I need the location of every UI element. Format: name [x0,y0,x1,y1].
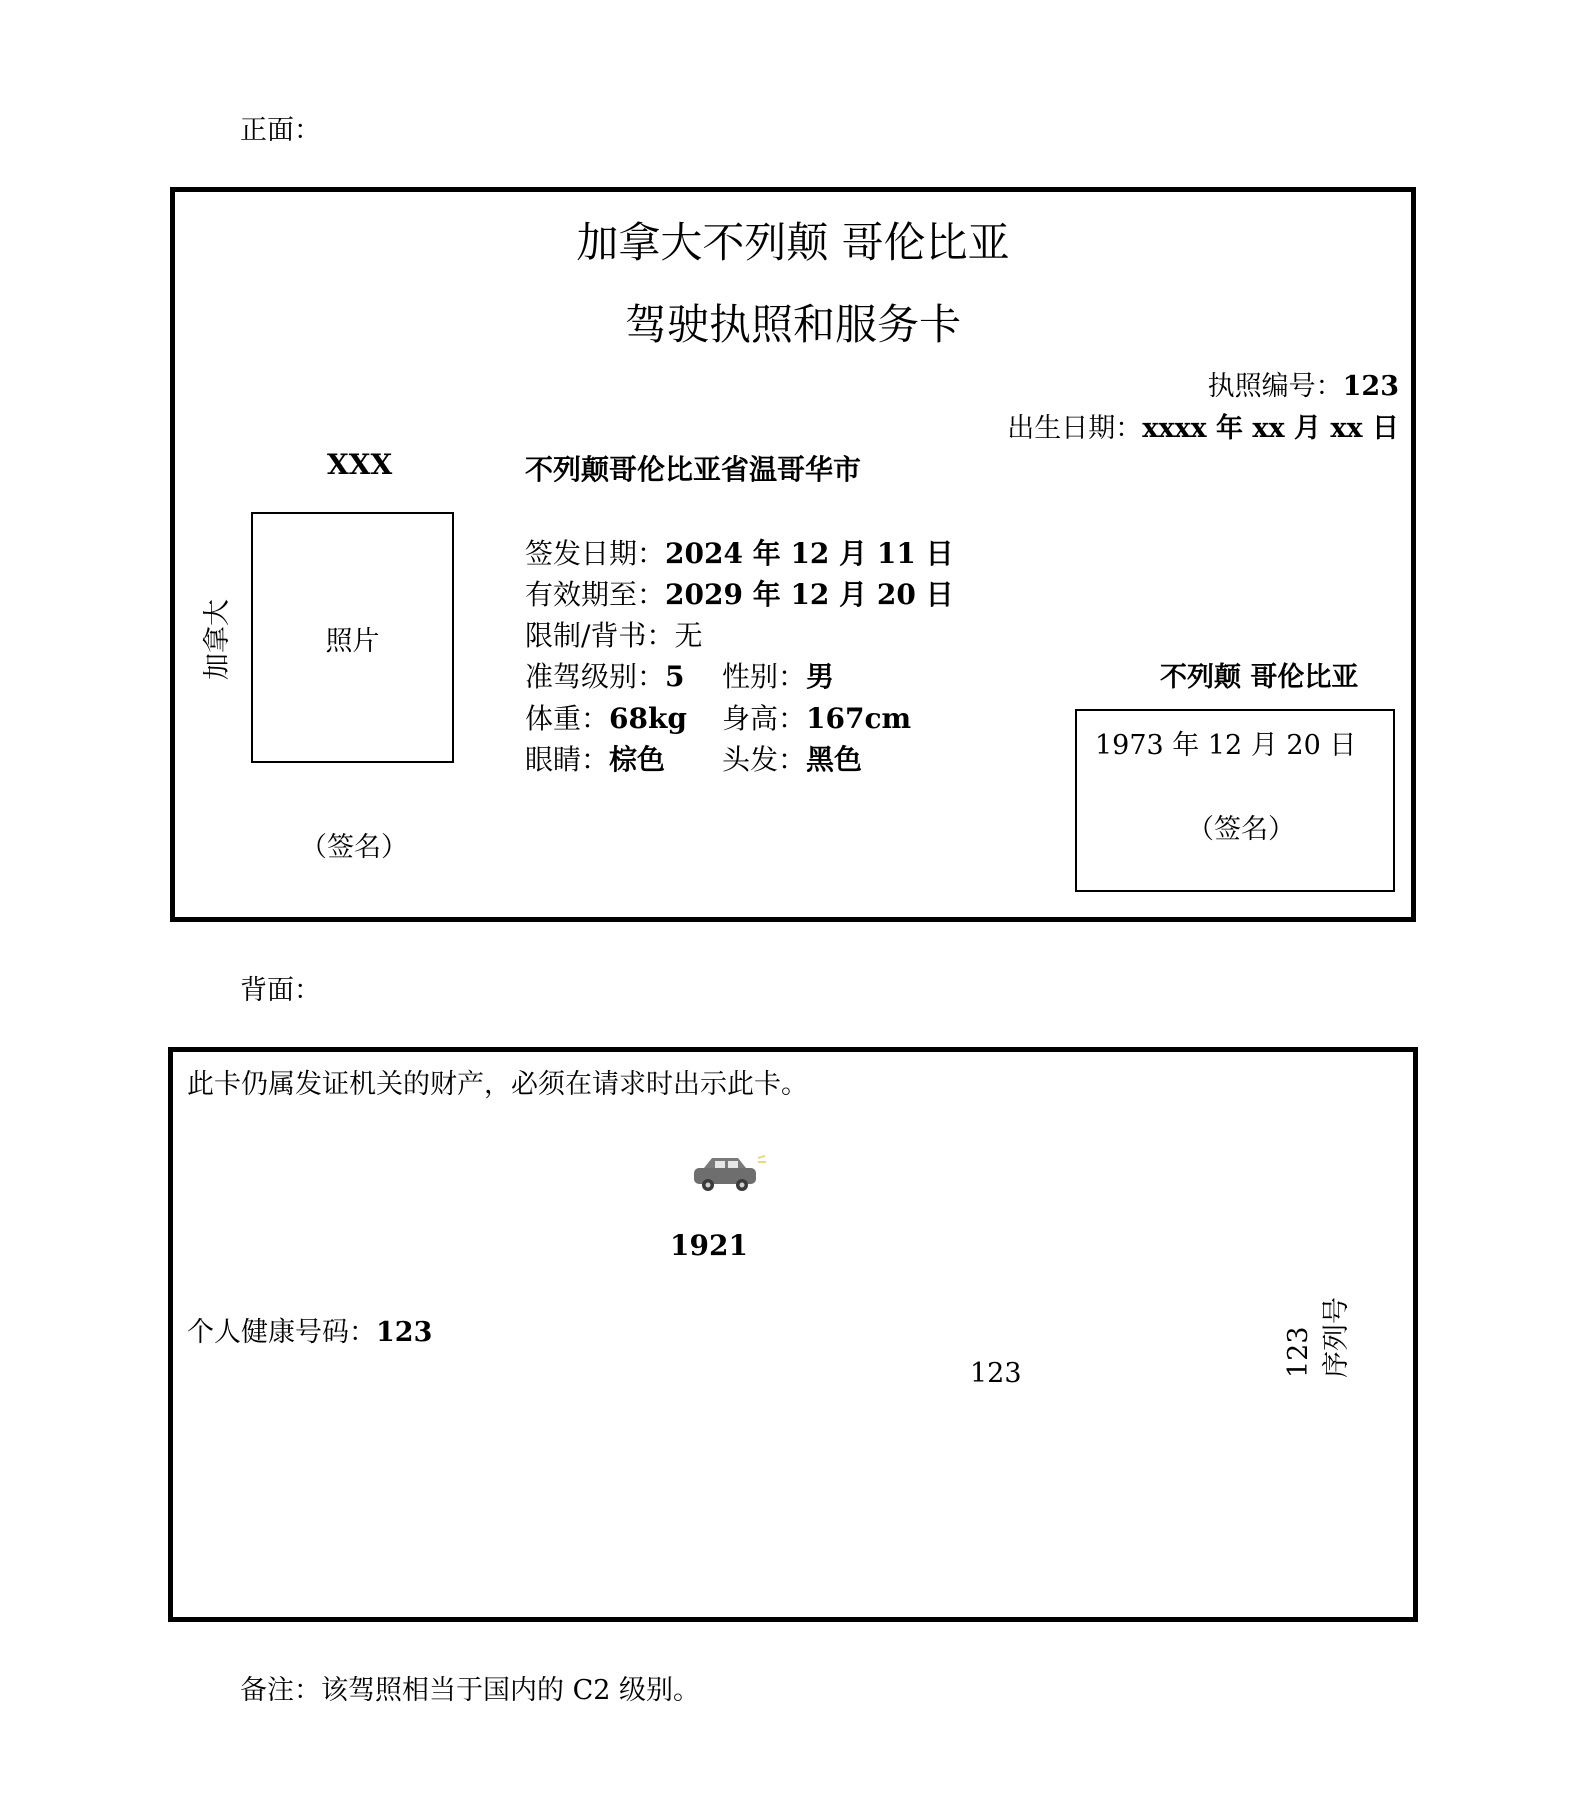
license-number [1208,364,1399,403]
photo-placeholder [251,512,454,763]
issue-date-label: 签发日期： [525,537,666,570]
birth-date-label: 出生日期： [1007,413,1143,444]
weight-value: 68kg [609,702,687,735]
sex-label: 性别： [722,660,807,693]
note: 备注：该驾照相当于国内的 C2 级别。 [240,1675,701,1706]
restrictions [525,614,702,654]
expiry-date [525,573,954,613]
car-icon [688,1152,768,1196]
holder-name: XXX [327,448,393,481]
issue-date [525,532,954,572]
birth-date [1007,406,1399,445]
expiry-date-label: 有效期至： [525,578,666,611]
sex [722,655,834,695]
signature-box-label: （签名） [1187,814,1295,845]
weight [525,697,687,737]
height-label: 身高： [722,702,807,735]
card-title-line2: 驾驶执照和服务卡 [624,300,961,349]
eyes-label: 眼睛： [525,743,610,776]
health-number-label: 个人健康号码： [187,1317,376,1348]
card-title-line1: 加拿大不列颠 哥伦比亚 [576,218,1010,267]
license-class-value: 5 [665,660,685,693]
holder-signature: （签名） [300,832,408,863]
birth-date-value: xxxx 年 xx 月 xx 日 [1142,413,1399,444]
center-number: 123 [970,1358,1022,1389]
restrictions-value: 无 [674,619,703,652]
front-label: 正面： [240,115,321,146]
front-card [170,187,1416,922]
serial-number-vertical [1283,1297,1353,1378]
license-number-value: 123 [1342,371,1399,402]
eyes-value: 棕色 [609,743,666,776]
weight-label: 体重： [525,702,610,735]
property-notice: 此卡仍属发证机关的财产，必须在请求时出示此卡。 [187,1069,808,1100]
health-number [187,1310,432,1349]
province-label: 不列颠 哥伦比亚 [1160,662,1359,693]
back-year: 1921 [670,1229,748,1262]
height-value: 167cm [806,702,912,735]
health-number-value: 123 [376,1317,433,1348]
country-vertical: 加拿大 [202,599,233,680]
hair-value: 黑色 [806,743,863,776]
restrictions-label: 限制/背书： [525,619,675,652]
address: 不列颠哥伦比亚省温哥华市 [525,453,862,486]
serial-number-label: 序列号 [1321,1297,1352,1378]
back-label: 背面： [240,975,321,1006]
eyes [525,738,665,778]
signature-box [1075,709,1395,892]
issue-date-value: 2024 年 12 月 11 日 [665,537,954,570]
hair [722,738,862,778]
hair-label: 头发： [722,743,807,776]
signature-box-date: 1973 年 12 月 20 日 [1095,730,1357,761]
photo-label: 照片 [325,626,380,657]
height [722,697,911,737]
expiry-date-value: 2029 年 12 月 20 日 [665,578,954,611]
license-number-label: 执照编号： [1207,371,1343,402]
license-class [525,655,685,695]
serial-number-value: 123 [1283,1326,1314,1378]
sex-value: 男 [806,660,835,693]
back-card [168,1047,1418,1622]
license-class-label: 准驾级别： [525,660,666,693]
